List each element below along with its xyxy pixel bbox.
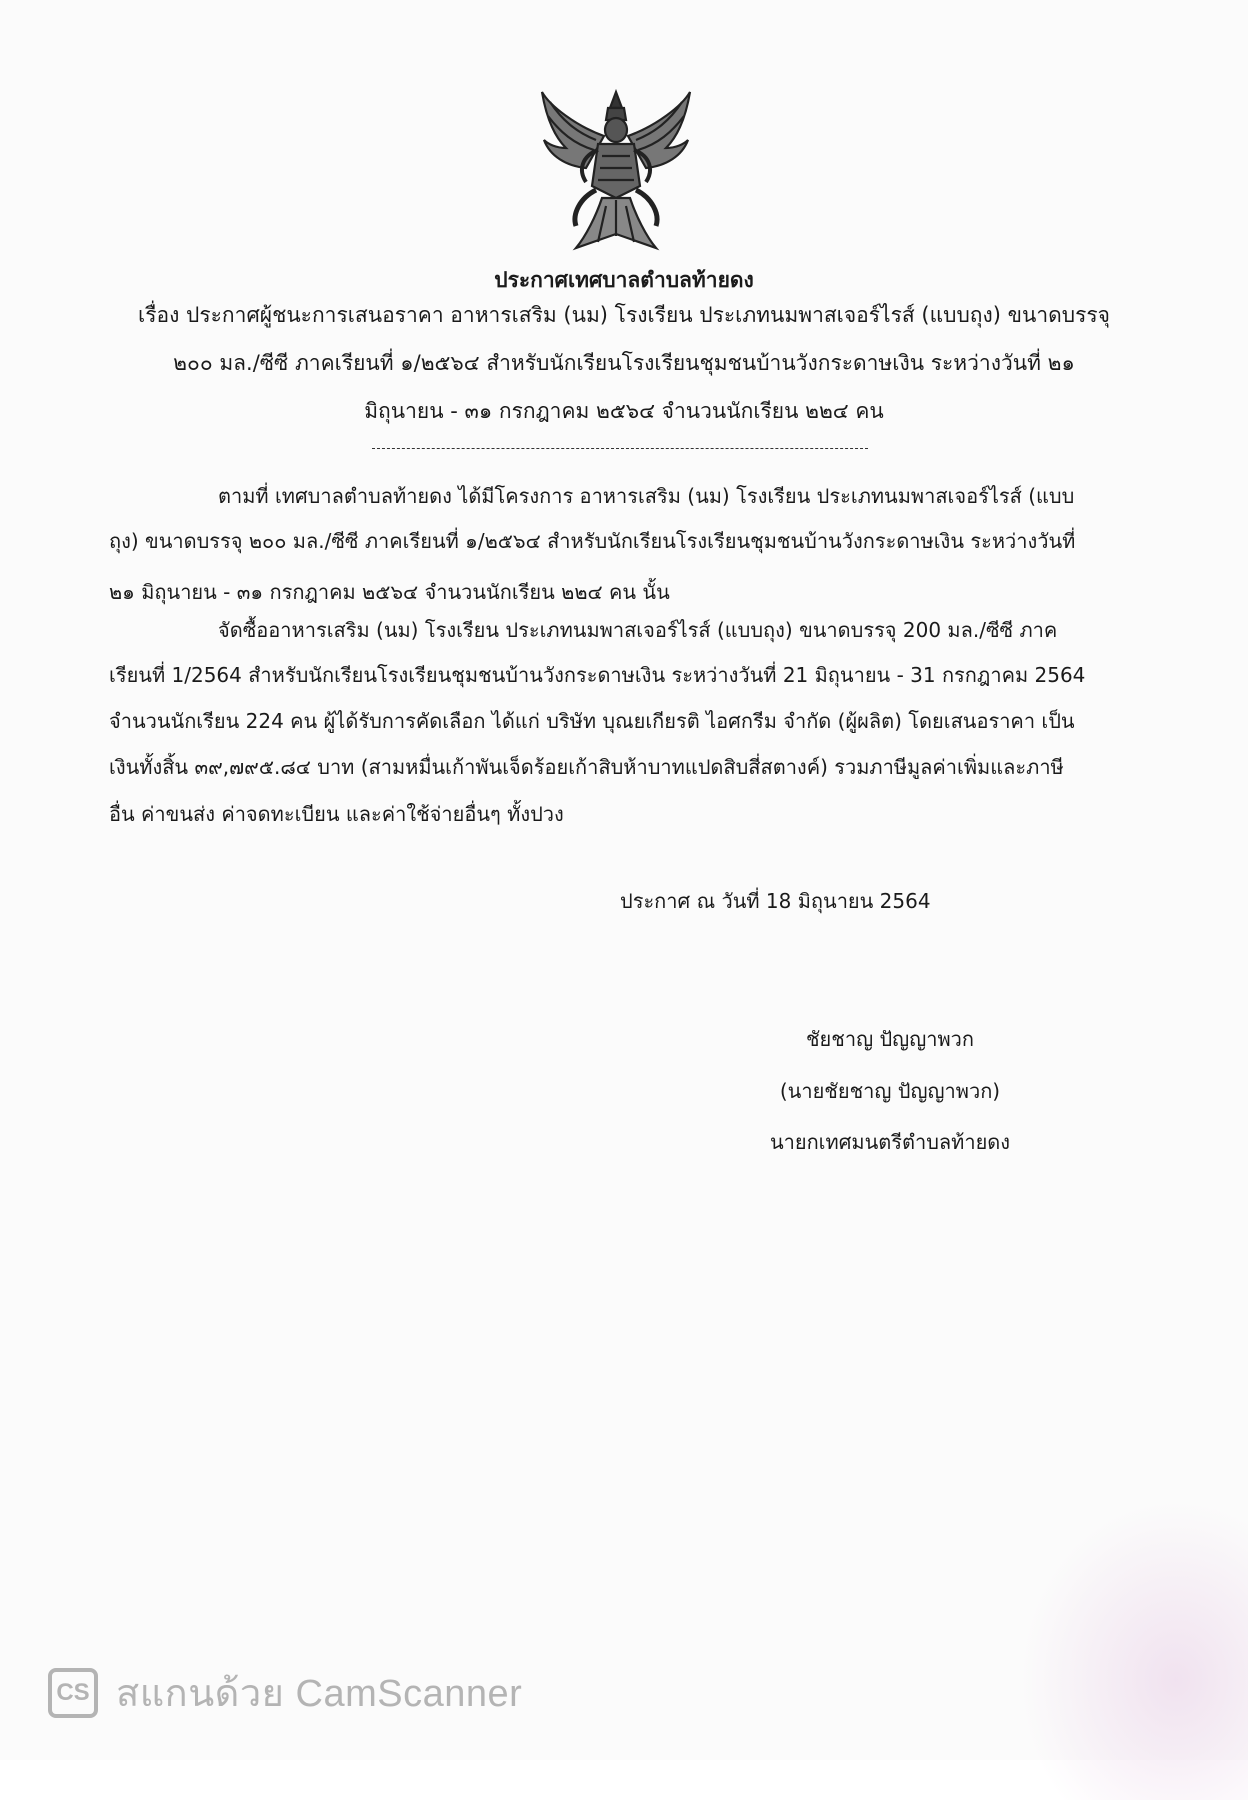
subject-line-1: เรื่อง ประกาศผู้ชนะการเสนอราคา อาหารเสริม (นม) โรงเรียน ประเภทนมพาสเจอร์ไรส์ (แบบถุง) ขนาดบรรจุ [138, 303, 1110, 327]
paragraph-1-line-2: ถุง) ขนาดบรรจุ ๒๐๐ มล./ซีซี ภาคเรียนที่ ๑/๒๕๖๔ สำหรับนักเรียนโรงเรียนชุมชนบ้านวังกระดาษเงิน ระหว่างวันที่ [109, 529, 1076, 553]
paragraph-1-line-3: ๒๑ มิถุนายน - ๓๑ กรกฎาคม ๒๕๖๔ จำนวนนักเรียน ๒๒๔ คน นั้น [109, 580, 670, 604]
subject-line-3: มิถุนายน - ๓๑ กรกฎาคม ๒๕๖๔ จำนวนนักเรียน ๒๒๔ คน [364, 399, 884, 423]
signature-name: ชัยชาญ ปัญญาพวก [805, 1027, 975, 1051]
watermark-text: สแกนด้วย CamScanner [116, 1673, 523, 1715]
paragraph-2-line-4: เงินทั้งสิ้น ๓๙,๗๙๕.๘๔ บาท (สามหมื่นเก้าพันเจ็ดร้อยเก้าสิบห้าบาทแปดสิบสี่สตางค์) รวมภาษีมูลค่าเพิ่มและภาษี [109, 755, 1064, 779]
paragraph-1-line-1: ตามที่ เทศบาลตำบลท้ายดง ได้มีโครงการ อาหารเสริม (นม) โรงเรียน ประเภทนมพาสเจอร์ไรส์ (แบบ [218, 484, 1075, 508]
camscanner-watermark [48, 1662, 522, 1723]
signature-position: นายกเทศมนตรีตำบลท้ายดง [769, 1130, 1011, 1154]
divider [372, 448, 868, 449]
announcement-date: ประกาศ ณ วันที่ 18 มิถุนายน 2564 [620, 889, 931, 913]
scan-tint [1020, 1500, 1248, 1800]
paragraph-2-line-1: จัดซื้ออาหารเสริม (นม) โรงเรียน ประเภทนมพาสเจอร์ไรส์ (แบบถุง) ขนาดบรรจุ 200 มล./ซีซี ภาค [218, 618, 1058, 642]
signature-printed-name: (นายชัยชาญ ปัญญาพวก) [779, 1079, 1001, 1103]
page-title: ประกาศเทศบาลตำบลท้ายดง [494, 268, 754, 292]
paragraph-2-line-5: อื่น ค่าขนส่ง ค่าจดทะเบียน และค่าใช้จ่ายอื่นๆ ทั้งปวง [109, 802, 564, 826]
subject-line-2: ๒๐๐ มล./ซีซี ภาคเรียนที่ ๑/๒๕๖๔ สำหรับนักเรียนโรงเรียนชุมชนบ้านวังกระดาษเงิน ระหว่างวันที่ ๒๑ [173, 351, 1075, 375]
camscanner-logo-icon: CS [48, 1668, 98, 1718]
paragraph-2-line-3: จำนวนนักเรียน 224 คน ผู้ได้รับการคัดเลือก ได้แก่ บริษัท บุณยเกียรติ ไอศกรีม จำกัด (ผู้ผลิต) โดยเสนอราคา เป็น [109, 709, 1075, 733]
garuda-emblem-icon [536, 86, 696, 256]
paragraph-2-line-2: เรียนที่ 1/2564 สำหรับนักเรียนโรงเรียนชุมชนบ้านวังกระดาษเงิน ระหว่างวันที่ 21 มิถุนายน - 31 กรกฎาคม 2564 [109, 663, 1086, 687]
